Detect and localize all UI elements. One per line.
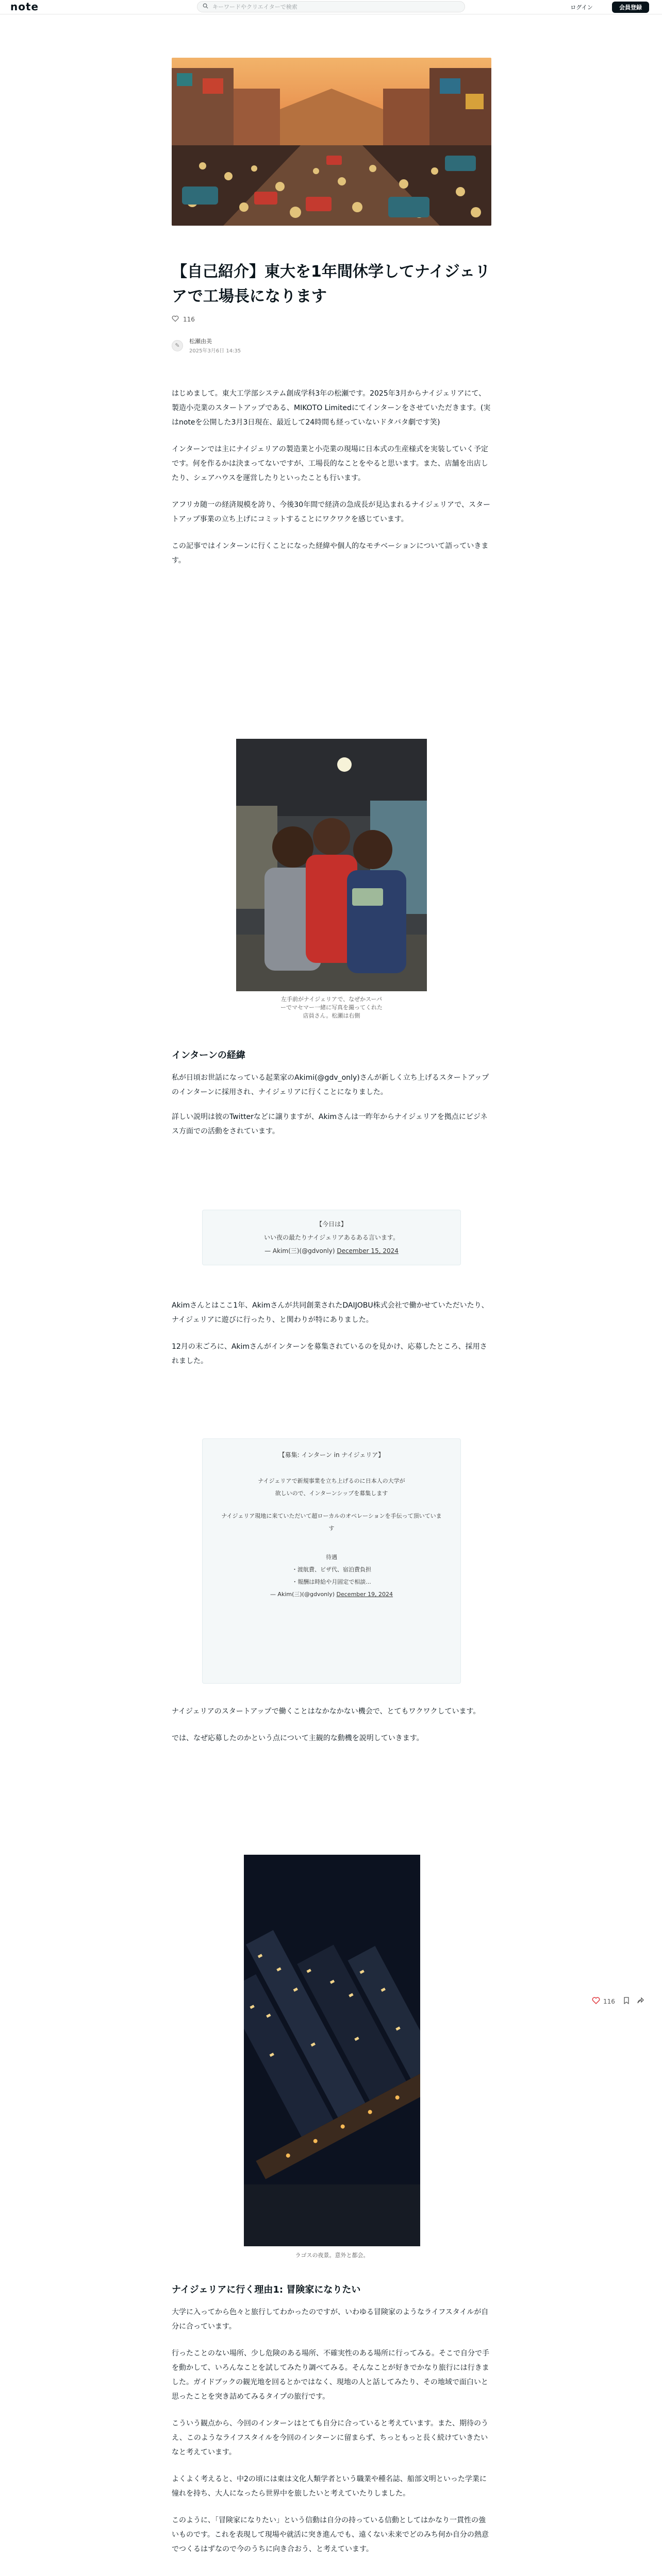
paragraph: このように、「冒険家になりたい」という信動は自分の持っている信動としてはかなり一貫性の強いものです。これを表現して現場や就活に突き進んでも、遠くない未来でどのみち何か自分の熱意でつくるはずなので今のうちに向き合おう、と考えています。 — [172, 2516, 489, 2553]
author-name[interactable]: 松瀬由美 — [189, 338, 212, 345]
tweet-author[interactable]: — Akim(三)(@gdvonly) — [264, 1247, 335, 1255]
tweet-tag: 【募集: インターン in ナイジェリア】 — [278, 1451, 385, 1459]
paragraph: 私が日頃お世話になっている起業家のAkimi(@gdv_only)さんが新しく立ち上げるスタートアップのインターンに採用され、ナイジェリアに行くことになりました。 — [172, 1074, 489, 1096]
paragraph: はじめまして。東大工学部システム創成学科3年の松瀬です。2025年3月からナイジェリアにて、製造小売業のスタートアップである、MIKOTO Limitedにてインターンをさせていただきます。(実はnoteを公開した3月3日現在、最近して24時間も経っていないドタバタ劇です笑) — [172, 389, 491, 427]
search-input[interactable] — [197, 1, 465, 12]
top-header — [0, 0, 662, 14]
photo1-caption-wrap — [280, 995, 383, 1020]
section-heading: ナイジェリアに行く理由1: 冒険家になりたい — [172, 2284, 361, 2295]
tweet-line: 待遇 — [326, 1554, 337, 1561]
heart-icon — [172, 315, 179, 324]
floating-like-count: 116 — [603, 1997, 615, 2005]
hero-image — [172, 58, 491, 226]
tweet-line: ・渡航費、ビザ代、宿泊費負担 — [292, 1566, 371, 1573]
photo-caption: 左手前がナイジェリアで、なぜかスーパーでマセマー一緒に写真を撮ってくれた店員さん。松瀬は右側 — [280, 996, 383, 1019]
intro-section — [172, 386, 491, 568]
tweet-tag: 【今日は】 — [316, 1221, 347, 1228]
paragraph: アフリカ随一の経済規模を誇り、今後30年間で経済の急成長が見込まれるナイジェリアで、スタートアップ事業の立ち上げにコミットすることにワクワクを感じています。 — [172, 501, 490, 523]
tweet-date[interactable]: December 19, 2024 — [336, 1591, 393, 1598]
intern-section-3 — [172, 1704, 491, 1745]
photo-selfie — [236, 739, 427, 991]
photo-caption: ラゴスの夜景。意外と都会。 — [295, 2252, 369, 2259]
share-icon[interactable] — [637, 1997, 644, 2006]
search-icon — [203, 3, 208, 10]
tweet-text: いい夜の最たりナイジェリアあるある言います。 — [264, 1234, 399, 1241]
paragraph: 詳しい説明は彼のTwitterなどに譲りますが、Akimさんは一昨年からナイジェリアを拠点にビジネス方面での活動をされています。 — [172, 1113, 488, 1136]
article-title: 【自己紹介】東大を1年間休学してナイジェリアで工場長になります — [172, 263, 491, 306]
like-button[interactable] — [172, 315, 195, 324]
search-placeholder: キーワードやクリエイターで検索 — [212, 4, 297, 10]
paragraph: よくよく考えると、中2の頃には東は文化人類学者という職業や種名誌、船部文明といった学業に憧れを持ち、大人になったら世界中を旅したいと考えていたりしました。 — [172, 2475, 487, 2498]
floating-like-button[interactable] — [592, 1997, 615, 2006]
floating-actions — [592, 1997, 644, 2006]
tweet-date[interactable]: December 15, 2024 — [337, 1247, 399, 1255]
photo2-caption-wrap — [244, 2251, 420, 2260]
tweet-line: 欲しいので、インターンシップを募集します — [275, 1490, 388, 1497]
paragraph: では、なぜ応募したのかという点について主観的な動機を説明していきます。 — [172, 1734, 424, 1742]
login-button[interactable]: ログイン — [570, 4, 593, 11]
intern-section-2 — [172, 1298, 491, 1368]
signup-button[interactable]: 会員登録 — [612, 2, 649, 13]
paragraph: 大学に入ってから色々と旅行してわかったのですが、いわゆる冒険家のようなライフスタイルが自分に合っています。 — [172, 2308, 489, 2331]
heart-icon — [592, 1997, 600, 2006]
reason1-section — [172, 2283, 491, 2556]
note-logo[interactable]: note — [10, 1, 39, 13]
paragraph: インターンでは主にナイジェリアの製造業と小売業の現場に日本式の生産様式を実装していく予定です。何を作るかは決まってないですが、工場長的なことをやると思います。また、店舗を出店したり、シェアハウスを運営したりといったことも行います。 — [172, 445, 488, 482]
paragraph: こういう観点から、今回のインターンはとても自分に合っていると考えています。また、期待のうえ、このようなライフスタイルを今回のインターンに留まらず、ちっともっと長く続けていきたいなと考えています。 — [172, 2419, 489, 2456]
paragraph: 12月の末ごろに、Akimさんがインターンを募集されているのを見かけ、応募したところ、採用されました。 — [172, 1343, 487, 1365]
avatar[interactable]: ✎ — [172, 340, 183, 351]
bookmark-icon[interactable] — [623, 1997, 630, 2006]
paragraph: 行ったことのない場所、少し危険のある場所、不確実性のある場所に行ってみる。そこで自分で手を動かして、いろんなことを試してみたり調べてみる。そんなことが好きでかなり旅行には行きました。ガイドブックの観光地を回るとかではなく、現地の人と話してみたり、その地域で面白いと思ったことを突き詰めてみるタイプの旅行です。 — [172, 2349, 489, 2401]
section-heading: インターンの経緯 — [172, 1050, 245, 1061]
tweet-line: ナイジェリア現地に来ていただいて超ローカルのオペレーションを手伝って頂いています — [221, 1513, 442, 1532]
author-block[interactable] — [172, 337, 241, 354]
tweet-embed-1[interactable] — [202, 1210, 461, 1265]
paragraph: この記事ではインターンに行くことになった経緯や個人的なモチベーションについて語っていきます。 — [172, 542, 489, 565]
like-count: 116 — [183, 316, 195, 323]
publish-date: 2025年3月6日 14:35 — [189, 348, 241, 354]
tweet-author[interactable]: — Akim(三)(@gdvonly) — [270, 1591, 335, 1598]
tweet-embed-2[interactable] — [202, 1438, 461, 1684]
intern-section — [172, 1049, 491, 1139]
paragraph: ナイジェリアのスタートアップで働くことはなかなかない機会で、とてもワクワクしています。 — [172, 1707, 481, 1716]
tweet-line: ・報酬は時給や月固定で相談... — [292, 1579, 371, 1585]
photo-lagos-night — [244, 1855, 420, 2246]
paragraph: Akimさんとはここ1年、Akimさんが共同創業されたDAIJOBU株式会社で働かせていただいたり、ナイジェリアに遊びに行ったり、と関わりが特にありました。 — [172, 1301, 489, 1324]
tweet-line: ナイジェリアで新規事業を立ち上げるのに日本人の大学が — [258, 1478, 405, 1484]
